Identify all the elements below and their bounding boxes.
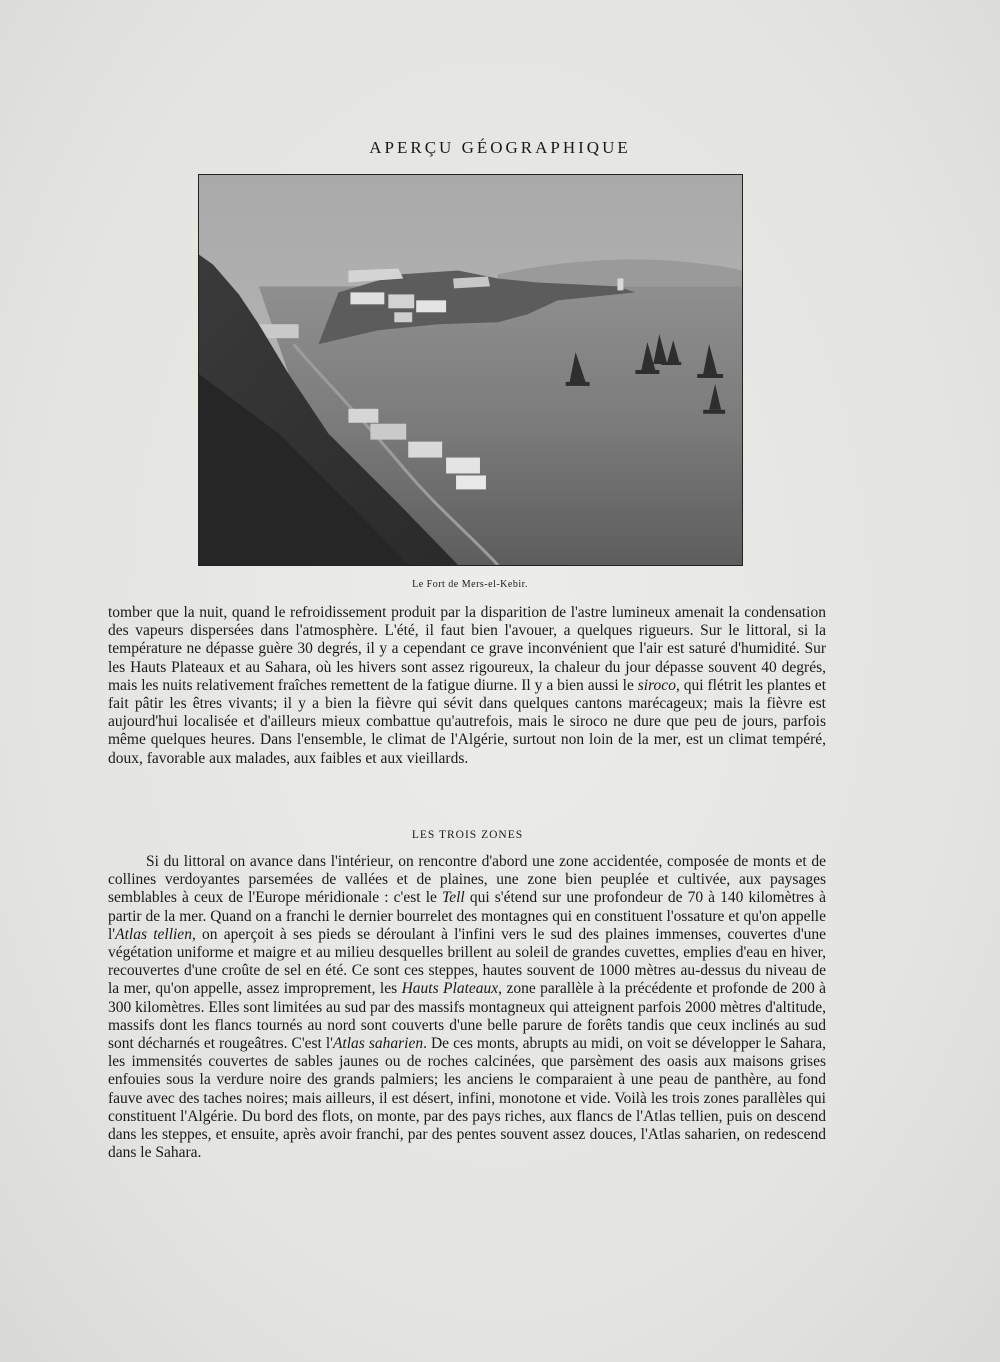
coastal-house [456,475,486,489]
text-run: qui s'étend sur une profondeur de 70 à 140 kilomètres à partir de la mer. Quand on a franchi le dernier bourrelet des montagnes qui en constituent l'ossature et qu'on appelle l' [108,889,826,943]
coastal-house [408,442,442,458]
text-run: . De ces monts, abrupts au midi, on voit se développer le Sahara, les immensités couvertes de sables jaunes ou de roches calcinées, que parsèment des oasis aux maisons grises enfouies sous la verdure noire des grands palmiers; les anciens le comparaient à une peau de panthère, au fond fauve avec des taches noires; mais ailleurs, il est désert, infini, monotone et vide. Voilà les trois zones parallèles qui constituent l'Algérie. Du bord des flots, on monte, par des pays riches, aux flancs de l'Atlas tellien, puis on descend dans les steppes, et ensuite, après avoir franchi, par des pentes souvent assez douces, l'Atlas saharien, on redescend dans le Sahara. [108,1035,826,1162]
village-house [388,294,414,308]
fort-tower [453,276,490,288]
photo-fort-mers-el-kebir [198,174,743,566]
photo-caption: Le Fort de Mers-el-Kebir. [412,579,528,590]
text-run: Si du littoral on avance dans l'intérieur, on rencontre d'abord une zone accidentée, composée de monts et de collines verdoyantes parsemées de vallées et de plaines, une zone bien peuplée et cultivée, aux paysages semblables à ceux de l'Europe méridionale : c'est le [108,853,826,907]
paragraph-climate [108,604,826,768]
text-run: tomber que la nuit, quand le refroidissement produit par la disparition de l'astre lumineux amenait la condensation des vapeurs dispersées dans l'atmosphère. L'été, il faut bien l'avouer, a quelques rigueurs. Sur le littoral, si la température ne dépasse guère 30 degrés, il y a cependant ce grave inconvénient que l'air est saturé d'humidité. Sur les Hauts Plateaux et au Sahara, où les hivers sont assez rigoureux, la chaleur du jour dépasse souvent 40 degrés, mais les nuits relativement fraîches remettent de la fatigue diurne. Il y a bien aussi le [108,604,826,694]
text-run: , on aperçoit à ses pieds se déroulant à l'infini vers le sud des plaines immenses, couvertes d'une végétation uniforme et maigre et au milieu desquelles brillent au soleil de grandes cuvettes, emplies d'eau en hiver, recouvertes d'une croûte de sel en été. Ce sont ces steppes, hautes souvent de 1000 mètres au-dessus du niveau de la mer, qu'on appelle, assez improprement, les [108,925,826,998]
village-house [416,300,446,312]
italic-term: siroco [637,676,676,694]
italic-term: Hauts Plateaux [401,980,499,998]
italic-term: Atlas saharien [332,1035,424,1053]
coastal-house [348,409,378,423]
running-head: APERÇU GÉOGRAPHIQUE [369,138,631,157]
section-title: LES TROIS ZONES [411,829,524,841]
village-house [394,312,412,322]
lighthouse [617,278,623,290]
village-house [350,292,384,304]
coastal-house [370,424,406,440]
photo-illustration [199,175,742,565]
italic-term: Tell [442,889,465,907]
text-run: , qui flétrit les plantes et fait pâtir les êtres vivants; il y a bien la fièvre qui sévit dans quelques cantons marécageux; mais la fièvre est aujourd'hui localisée et d'ailleurs mieux combattue qu'autrefois, mais le siroco ne dure que peu de jours, parfois même quelques heures. Dans l'ensemble, le climat de l'Algérie, surtout non loin de la mer, est un climat tempéré, doux, favorable aux malades, aux faibles et aux vieillards. [108,676,826,767]
italic-term: Atlas tellien [115,925,192,943]
coastal-house [446,458,480,474]
paragraph-three-zones [108,853,826,1162]
text-run: , zone parallèle à la précédente et profonde de 200 à 300 kilomètres. Elles sont limitées au sud par des massifs montagneux qui atteignent parfois 2000 mètres d'altitude, massifs dont les flancs tournés au nord sont couverts d'une belle parure de forêts tandis que ceux inclinés au sud sont décharnés et rougeâtres. C'est l' [108,980,827,1053]
